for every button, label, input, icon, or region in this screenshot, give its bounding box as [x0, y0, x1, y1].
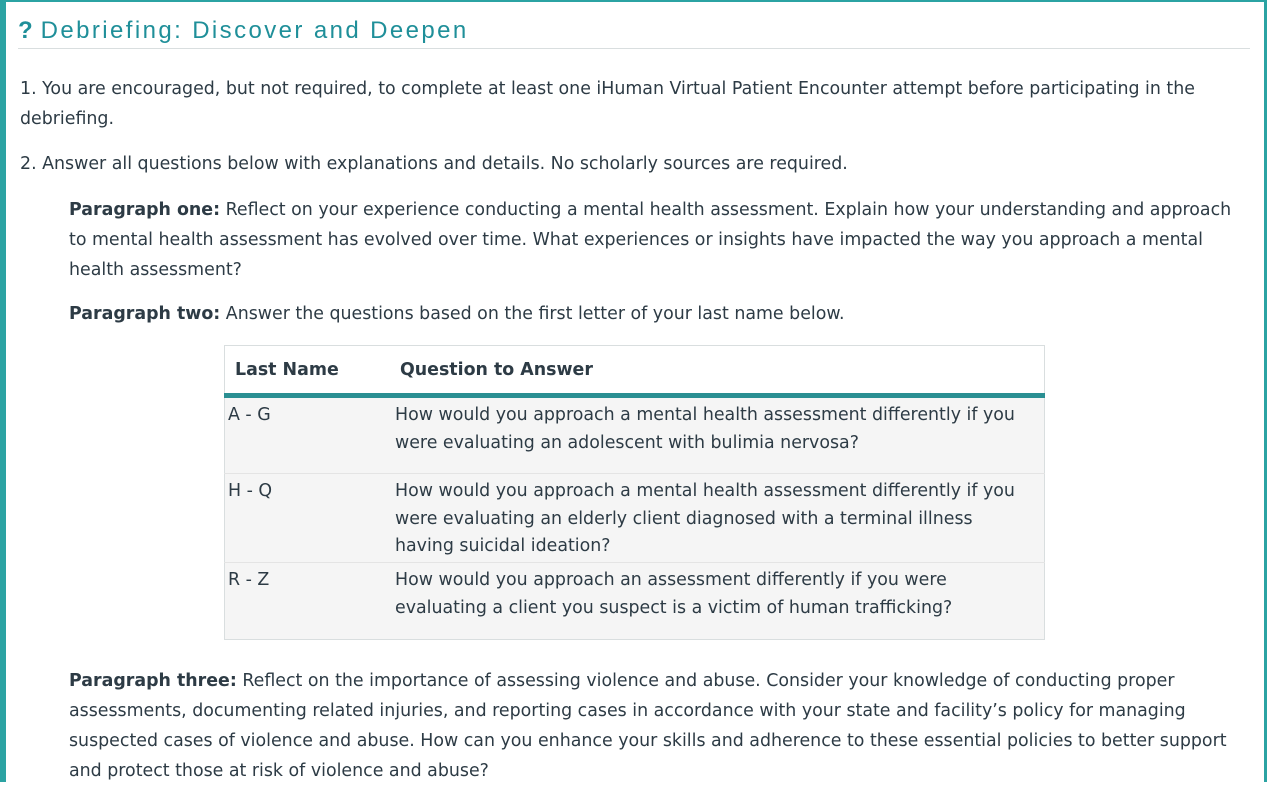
instruction-1: 1. You are encouraged, but not required, to complete at least one iHuman Virtual Patient Encounter attempt before participating in the debriefing.	[20, 79, 1195, 129]
paragraph-one-label: Paragraph one:	[69, 200, 221, 220]
question-mark-icon: ?	[18, 17, 33, 44]
section-header	[18, 14, 1250, 49]
table-row	[225, 396, 1045, 474]
paragraph-three-label: Paragraph three:	[69, 671, 237, 691]
paragraph-two-label: Paragraph two:	[69, 304, 221, 324]
table-row	[225, 563, 1045, 640]
header-last-name: Last Name	[225, 346, 393, 396]
header-question: Question to Answer	[392, 346, 1045, 396]
paragraph-two-text: Answer the questions based on the first letter of your last name below.	[220, 304, 845, 324]
last-name-range: R - Z	[225, 563, 393, 640]
instruction-2: 2. Answer all questions below with explanations and details. No scholarly sources are required.	[20, 154, 848, 174]
paragraph-one-text: Reflect on your experience conducting a mental health assessment. Explain how your understanding and approach to mental health assessment has evolved over time. What experiences or insights have impacted the way you approach a mental health assessment?	[69, 200, 1232, 280]
paragraph-one	[69, 195, 1249, 285]
paragraph-three	[69, 666, 1249, 786]
paragraph-three-text: Reflect on the importance of assessing violence and abuse. Consider your knowledge of conducting proper assessments, documenting related injuries, and reporting cases in accordance with your state and facility’s policy for managing suspected cases of violence and abuse. How can you enhance your skills and adherence to these essential policies to better support and protect those at risk of violence and abuse?	[69, 671, 1227, 781]
question-text: How would you approach an assessment differently if you were evaluating a client you suspect is a victim of human trafficking?	[392, 563, 1045, 640]
question-table	[224, 345, 1045, 640]
question-text: How would you approach a mental health assessment differently if you were evaluating an adolescent with bulimia nervosa?	[392, 396, 1045, 474]
table-row	[225, 474, 1045, 563]
section-title: Debriefing: Discover and Deepen	[40, 17, 469, 44]
last-name-range: A - G	[225, 396, 393, 474]
paragraph-two	[69, 299, 1249, 329]
question-text: How would you approach a mental health assessment differently if you were evaluating an elderly client diagnosed with a terminal illness having suicidal ideation?	[392, 474, 1045, 563]
last-name-range: H - Q	[225, 474, 393, 563]
table-header-row	[225, 346, 1045, 396]
